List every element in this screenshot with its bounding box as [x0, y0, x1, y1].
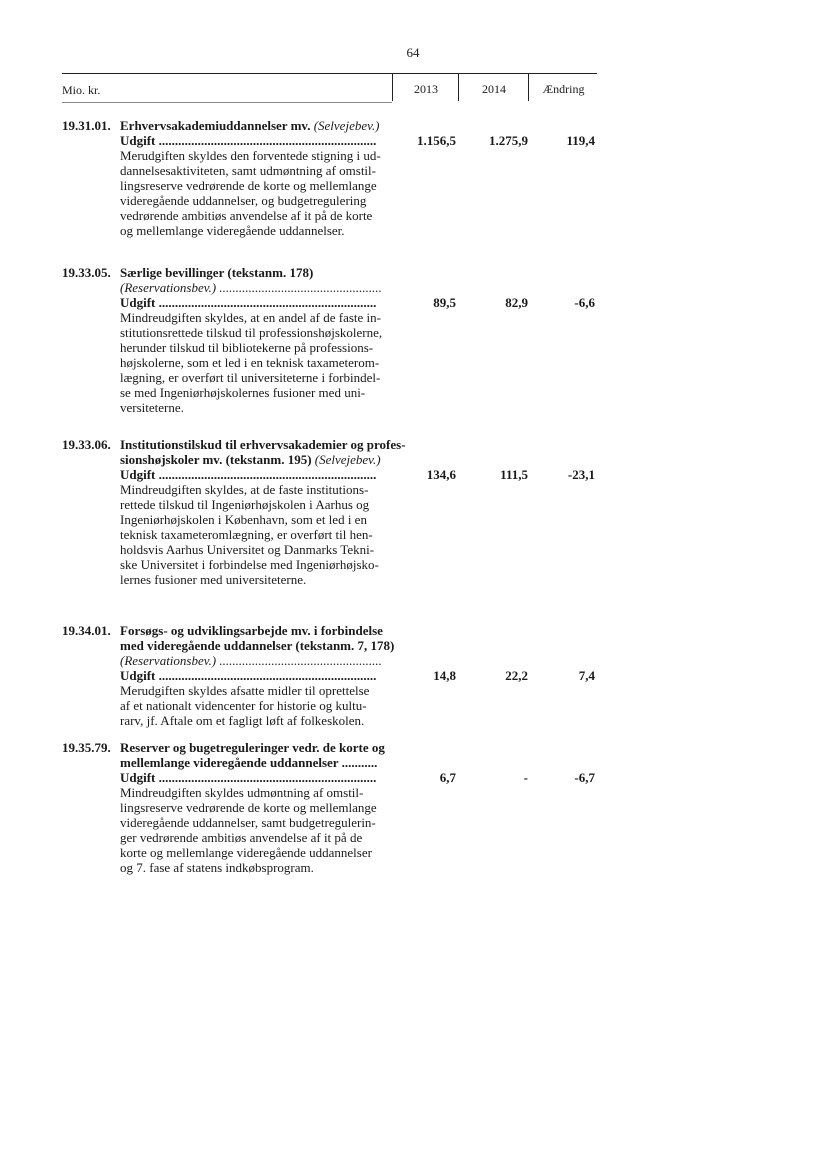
entry-number: 19.33.05.	[62, 265, 111, 280]
value-2013: 14,8	[433, 668, 456, 683]
udgift-line: Udgift ...................................................................	[120, 668, 377, 683]
value-2013: 134,6	[426, 467, 456, 482]
entry-title: Reserver og bugetreguleringer vedr. de korte og mellemlange videregående uddannelser ...........	[120, 740, 385, 770]
udgift-line: Udgift ...................................................................	[120, 295, 377, 310]
column-change: Ændring	[528, 74, 598, 101]
column-2014: 2014	[458, 74, 529, 101]
value-2014: 22,2	[505, 668, 528, 683]
udgift-line: Udgift ...................................................................	[120, 770, 377, 785]
value-2013: 1.156,5	[417, 133, 456, 148]
entry-description: Merudgiften skyldes den forventede stigning i ud- dannelsesaktiviteten, samt udmøntning af omstil- lingsreserve vedrørende de korte og mellemlange videregående uddannelser, og budgetregulering vedrørende ambitiøs anvendelse af it på de korte og mellemlange videregående uddannelser.	[120, 148, 381, 238]
column-2013: 2013	[392, 74, 459, 101]
entry-description: Mindreudgiften skyldes, at de faste institutions- rettede tilskud til Ingeniørhøjskolen i Aarhus og Ingeniørhøjskolen i København, som et led i en teknisk taxameteromlægning, er overført til hen- holdsvis Aarhus Universitet og Danmarks Tekni- ske Universitet i forbindelse med Ingeniørhøjsko- lernes fusioner med universiteterne.	[120, 482, 379, 587]
page-number: 64	[406, 45, 420, 60]
table-header	[62, 73, 597, 102]
entry-number: 19.31.01.	[62, 118, 111, 133]
value-2014: 1.275,9	[489, 133, 528, 148]
value-2013: 89,5	[433, 295, 456, 310]
value-2013: 6,7	[439, 770, 456, 785]
entry-number: 19.34.01.	[62, 623, 111, 638]
value-change: 7,4	[578, 668, 595, 683]
value-2014: 111,5	[500, 467, 528, 482]
entry-title: Særlige bevillinger (tekstanm. 178)	[120, 265, 314, 280]
value-2014: -	[523, 770, 528, 785]
entry-description: Mindreudgiften skyldes udmøntning af omstil- lingsreserve vedrørende de korte og mellemlange videregående uddannelser, samt budgetregulerin- ger vedrørende ambitiøs anvendelse af it på de korte og mellemlange videregående uddannelser og 7. fase af statens indkøbsprogram.	[120, 785, 377, 875]
entry-number: 19.33.06.	[62, 437, 111, 452]
value-change: -23,1	[567, 467, 595, 482]
value-change: -6,6	[574, 295, 595, 310]
value-change: -6,7	[574, 770, 595, 785]
entry-subtitle: (Reservationsbev.) ..................................................	[120, 653, 382, 668]
entry-title: Institutionstilskud til erhvervsakademier og profes- sionshøjskoler mv. (tekstanm. 195) (Selvejebev.)	[120, 437, 406, 467]
entry-description: Merudgiften skyldes afsatte midler til oprettelse af et nationalt videncenter for historie og kultu- rarv, jf. Aftale om et fagligt løft af folkeskolen.	[120, 683, 370, 728]
udgift-line: Udgift ...................................................................	[120, 133, 377, 148]
entry-description: Mindreudgiften skyldes, at en andel af de faste in- stitutionsrettede tilskud til professionshøjskolerne, herunder tilskud til bibliotekerne på professions- højskolerne, som et led i en teknisk taxameterom- lægning, er overført til universiteterne i forbindel- se med Ingeniørhøjskolernes fusioner med uni- versiteterne.	[120, 310, 383, 415]
udgift-line: Udgift ...................................................................	[120, 467, 377, 482]
entry-title: Erhvervsakademiuddannelser mv. (Selvejebev.)	[120, 118, 380, 133]
unit-label: Mio. kr.	[62, 83, 101, 97]
entry-title: Forsøgs- og udviklingsarbejde mv. i forbindelse med videregående uddannelser (tekstanm. 7, 178)	[120, 623, 395, 653]
value-change: 119,4	[566, 133, 595, 148]
value-2014: 82,9	[505, 295, 528, 310]
entry-number: 19.35.79.	[62, 740, 111, 755]
entry-subtitle: (Reservationsbev.) ..................................................	[120, 280, 382, 295]
